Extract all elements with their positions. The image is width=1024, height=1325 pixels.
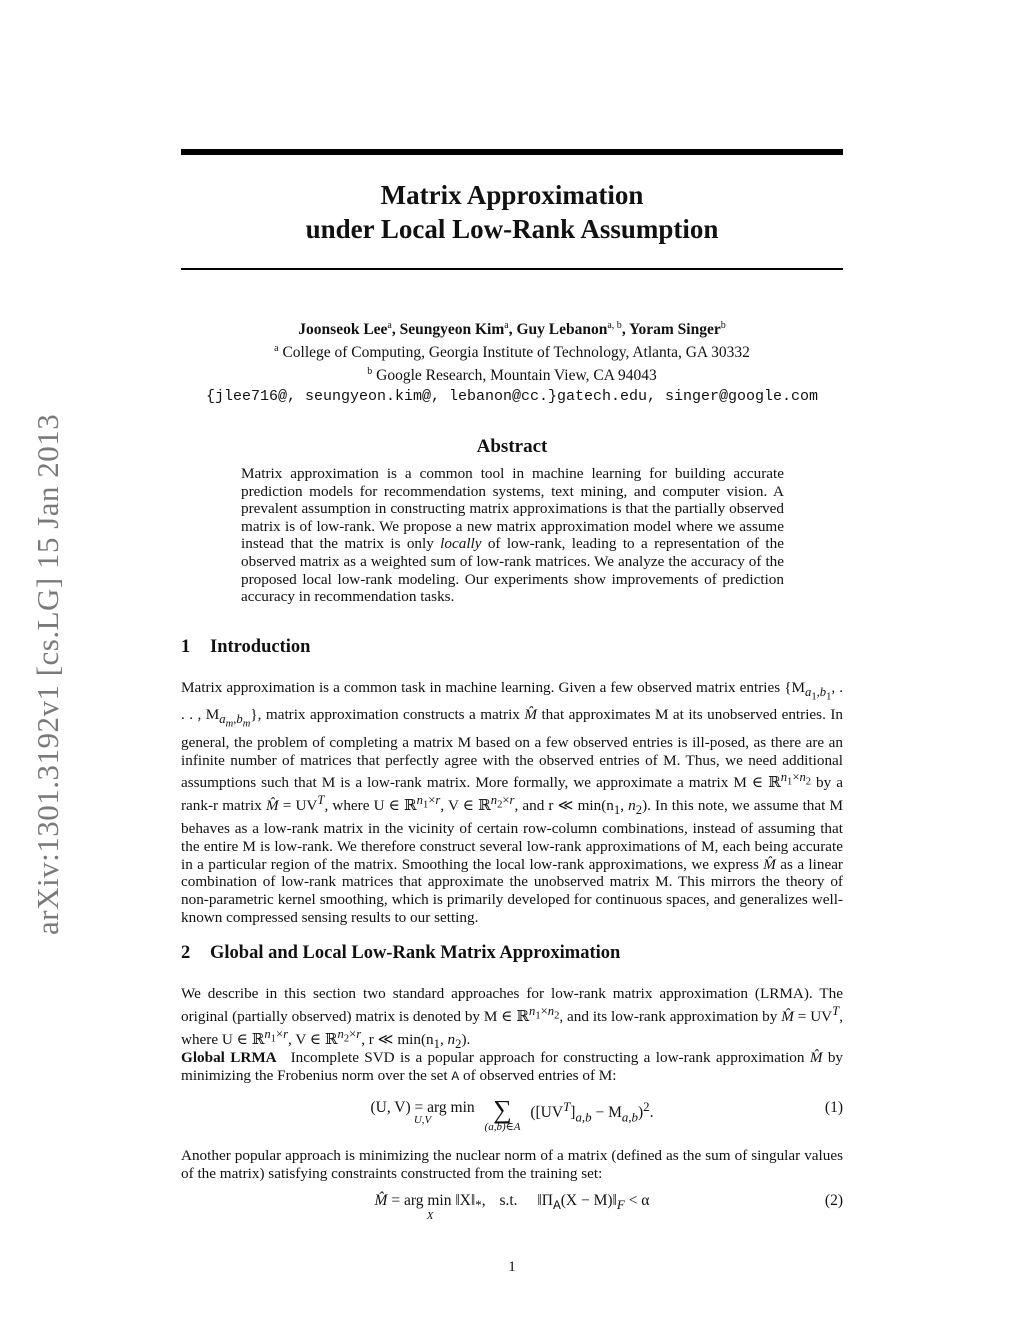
title-bottom-rule	[181, 268, 843, 270]
author-3: Guy Lebanon	[516, 321, 608, 339]
author-names: Joonseok Lee$^a$, Seungyeon Kim$^a$, Guy Lebanon$^{a, b}$, Yoram Singer$^b$	[298, 320, 726, 339]
global-lrma-heading: Global LRMA	[181, 1049, 277, 1066]
author-2-sup: a	[504, 320, 509, 331]
global-lrma-paragraph: Global LRMA Incomplete SVD is a popular approach for constructing a low-rank approximation M̂ by minimizing the Frobenius norm over the set A of observed entries of M:	[181, 1049, 844, 1084]
author-4-sup: b	[720, 320, 726, 331]
affiliation-2: $^b$ Google Research, Mountain View, CA 94043	[367, 366, 657, 385]
nuclear-norm-paragraph: Another popular approach is minimizing the nuclear norm of a matrix (defined as the sum of singular values of the matrix) satisfying constraints constructed from the training set:	[181, 1147, 843, 1182]
page-number: 1	[508, 1259, 516, 1275]
author-block	[150, 316, 874, 406]
author-emails: {jlee716@, seungyeon.kim@, lebanon@cc.}gatech.edu, singer@google.com	[205, 388, 819, 406]
arxiv-stamp: arXiv:1301.3192v1 [cs.LG] 15 Jan 2013	[30, 413, 65, 935]
author-1: Joonseok Lee	[298, 321, 388, 339]
author-1-sup: a	[387, 320, 392, 331]
title-top-rule	[181, 149, 843, 155]
equation-2: M̂ = arg $\min ‖X‖_*$, X s.t. $‖\Pi_A(X$ − $M)‖_F < \alpha$ (2)	[374, 1192, 843, 1223]
section-1-heading: 1 Introduction	[181, 637, 311, 657]
author-2: Seungyeon Kim	[399, 321, 505, 339]
equation-1: (U, V) = arg min U,V ∑ (a,b)∈A $([UV^T]_{a,b} - M_{a,b})^2$. (1)	[370, 1095, 843, 1133]
abstract-emphasis: locally	[440, 535, 482, 553]
affiliation-1: $^a$ College of Computing, Georgia Institute of Technology, Atlanta, GA 30332	[274, 343, 750, 362]
intro-paragraph: Matrix approximation is a common task in machine learning. Given a few observed matrix entries {$M_{a_1,b_1}$, . . . , $M_{a_m,b_m}$}, matrix approximation constructs a matrix M̂ that approximates M at its unobserved entries. In general, the problem of completing a matrix M based on a few observed entries is ill-posed, as there are an infinite number of matrices that perfectly agree with the observed entries of M. Thus, we need additional assumptions such that M is a low-rank matrix. More formally, we approximate a matrix M ∈ ℝ$^{n_1\times n_2}$ by a rank-r matrix M̂ = $UV^T$, where U ∈ ℝ$^{n_1\times r}$, V ∈ ℝ$^{n_2\times r}$, and r ≪ $\min(n_1$, $n_2$). In this note, we assume that M behaves as a low-rank matrix in the vicinity of certain row-column combinations, instead of assuming that the entire M is low-rank. We therefore construct several low-rank approximations of M, each being accurate in a particular region of the matrix. Smoothing the local low-rank approximations, we express M̂ as a linear combination of low-rank matrices that approximate the unobserved matrix M. This mirrors the theory of non-parametric kernel smoothing, which is primarily developed for continuous spaces, and generalizes well-known compressed sensing results to our setting.	[181, 679, 844, 927]
title-line-1: Matrix Approximation	[380, 180, 644, 210]
abstract-heading: Abstract	[476, 436, 548, 457]
section-2-heading: 2 Global and Local Low-Rank Matrix Approximation	[181, 943, 621, 963]
lrma-paragraph: We describe in this section two standard approaches for low-rank matrix approximation (LRMA). The original (partially observed) matrix is denoted by M ∈ ℝ$^{n_1\times n_2}$, and its low-rank approximation by M̂ = $UV^T$, where U ∈ ℝ$^{n_1\times r}$, V ∈ ℝ$^{n_2\times r}$, r ≪ $\min(n_1$, $n_2$).	[181, 985, 843, 1051]
equation-1-number: (1)	[824, 1099, 843, 1116]
author-4: Yoram Singer	[629, 321, 721, 339]
abstract-text: Matrix approximation is a common tool in machine learning for building accurate prediction models for recommendation systems, text mining, and computer vision. A prevalent assumption in constructing matrix approximations is that the partially observed matrix is of low-rank. We propose a new matrix approximation model where we assume instead that the matrix is only locally of low-rank, leading to a representation of the observed matrix as a weighted sum of low-rank matrices. We analyze the accuracy of the proposed local low-rank modeling. Our experiments show improvements of prediction accuracy in recommendation tasks.	[241, 465, 784, 606]
equation-2-number: (2)	[824, 1192, 843, 1209]
paper-title	[181, 178, 843, 246]
title-line-2: under Local Low-Rank Assumption	[305, 214, 719, 244]
author-3-sup: a, b	[607, 320, 622, 331]
